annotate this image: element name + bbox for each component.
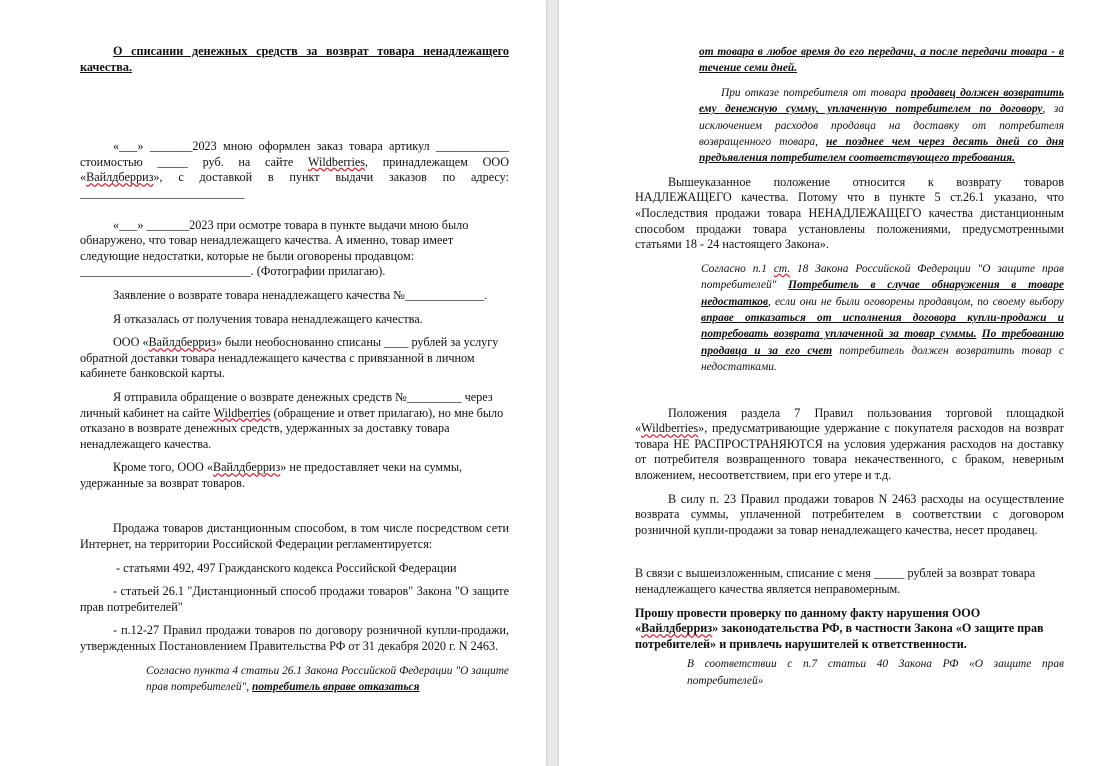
paragraph-rule-23: В силу п. 23 Правил продажи товаров N 2463 расходы на осуществление возврата суммы, уплаченной потребителем в соответствии с договором розничной купли-продажи за товар ненадлежащего качества, несет продавец.: [635, 491, 1064, 537]
document-title: О списании денежных средств за возврат товара ненадлежащего качества.: [80, 44, 509, 74]
paragraph-marketplace-rules: Положения раздела 7 Правил пользования торговой площадкой «Wildberries», предусматривающие удержание с покупателя расходов на возврат товара НЕ РАСПРОСТРАНЯЮТСЯ на условия удержания расходов на доставку от потребителя возвращенного товара некачественного, с браком, неверным вложением, несоответствием, при его утере и т.д.: [635, 405, 1064, 483]
paragraph-debit: ООО «Вайлдберриз» были необоснованно списаны ____ рублей за услугу обратной доставки товара ненадлежащего качества с привязанной в личном кабинете банковской карты.: [80, 335, 499, 381]
document-page-1[interactable]: [0, 0, 546, 766]
paragraph-regulation: Продажа товаров дистанционным способом, в том числе посредством сети Интернет, на территории Российской Федерации регламентируется:: [80, 521, 509, 552]
paragraph-conclusion: В связи с вышеизложенным, списание с меня _____ рублей за возврат товара ненадлежащего качества является неправомерным.: [635, 566, 1036, 596]
page-1-body: [80, 44, 509, 695]
paragraph-inspection: «___» _______2023 при осмотре товара в пункте выдачи мною было обнаружено, что товар ненадлежащего качества. А именно, товар имеет следующие недостатки, которые не были оговорены продавцом: ____________________________. (Фотографии прилагаю).: [80, 217, 469, 279]
paragraph-refusal: Я отказалась от получения товара ненадлежащего качества.: [113, 311, 423, 326]
paragraph-receipts: Кроме того, ООО «Вайлдберриз» не предоставляет чеки на суммы, удержанные за возврат товаров.: [80, 460, 463, 490]
page-2-body: [635, 44, 1064, 689]
list-item-law-article: - статьей 26.1 "Дистанционный способ продажи товаров" Закона "О защите прав потребителей": [80, 584, 509, 614]
list-item-civil-code: - статьями 492, 497 Гражданского кодекса Российской Федерации: [116, 560, 457, 575]
quote-continuation: от товара в любое время до его передачи, а после передачи товара - в течение семи дней.: [699, 46, 1064, 75]
list-item-rules: - п.12-27 Правил продажи товаров по договору розничной купли-продажи, утвержденных Постановлением Правительства РФ от 31 декабря 2020 г. N 2463.: [80, 623, 509, 654]
paragraph-appeal: Я отправила обращение о возврате денежных средств №_________ через личный кабинет на сайте Wildberries (обращение и ответ прилагаю), но мне было отказано в возврате денежных средств, удержанных за доставку товара ненадлежащего качества.: [80, 389, 504, 451]
quote-refund: При отказе потребителя от товара продавец должен возвратить ему денежную сумму, уплаченную потребителем по договору, за исключением расходов продавца на доставку от потребителя возвращенного товара, не позднее чем через десять дней со дня предъявления потребителем соответствующего требования.: [699, 86, 1064, 165]
quote-article-18: Согласно п.1 ст. 18 Закона Российской Федерации "О защите прав потребителей" Потребитель в случае обнаружения в товаре недостатков, если они не были оговорены продавцом, по своему выбору вправе отказаться от исполнения договора купли-продажи и потребовать возврата уплаченной за товар суммы. По требованию продавца и за его счет потребитель должен возвратить товар с недостатками.: [701, 262, 1064, 374]
paragraph-order: «___» _______2023 мною оформлен заказ товара артикул ____________ стоимостью _____ руб. на сайте Wildberries, принадлежащем ООО «Вайлдберриз», с доставкой в пункт выдачи заказов по адресу: ___________________________: [80, 139, 509, 200]
quote-article-26-1: Согласно пункта 4 статьи 26.1 Закона Российской Федерации "О защите прав потребителей", потребитель вправе отказаться: [146, 664, 509, 694]
quote-article-40: В соответствии с п.7 статьи 40 Закона РФ «О защите прав потребителей»: [687, 658, 1064, 687]
document-page-2[interactable]: [559, 0, 1103, 766]
paragraph-application: Заявление о возврате товара ненадлежащего качества №_____________.: [113, 287, 488, 302]
paragraph-request: Прошу провести проверку по данному факту нарушения ООО «Вайлдберриз» законодательства РФ, в частности Закона «О защите прав потребителей» и привлечь нарушителей к ответственности.: [635, 605, 1044, 651]
paragraph-proper-quality: Вышеуказанное положение относится к возврату товаров НАДЛЕЖАЩЕГО качества. Потому что в пункте 5 ст.26.1 указано, что «Последствия продажи товара НЕНАДЛЕЖАЩЕГО качества дистанционным способом продажи товара установлены положениями, предусмотренными статьями 18 - 24 настоящего Закона».: [635, 174, 1064, 252]
